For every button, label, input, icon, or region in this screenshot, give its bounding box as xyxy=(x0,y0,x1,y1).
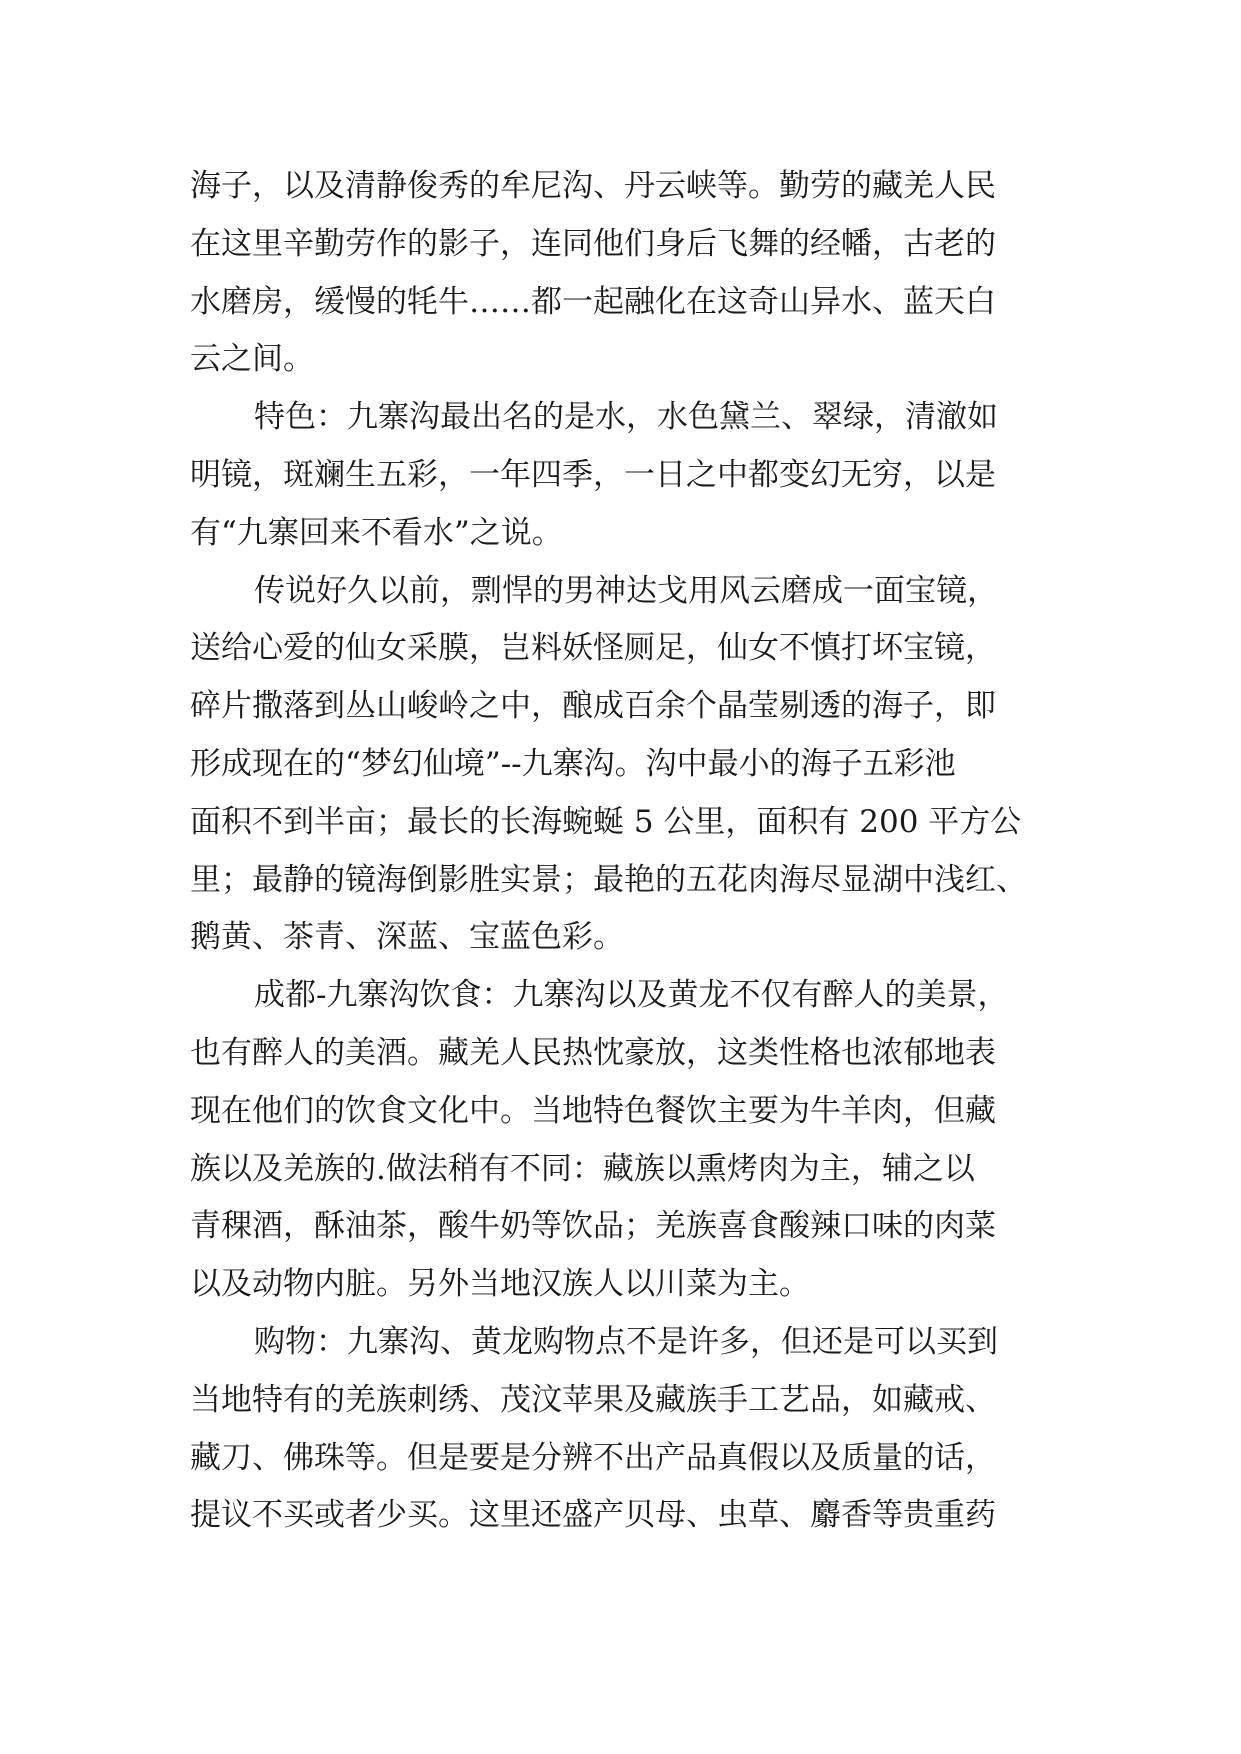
text-line: 形成现在的“梦幻仙境”--九寨沟。沟中最小的海子五彩池 xyxy=(190,745,956,782)
text-line: 提议不买或者少买。这里还盛产贝母、虫草、麝香等贵重药 xyxy=(190,1497,996,1534)
paragraph-start-line: 购物：九寨沟、黄龙购物点不是许多，但还是可以买到 xyxy=(254,1323,998,1360)
text-line: 以及动物内脏。另外当地汉族人以川菜为主。 xyxy=(190,1266,810,1303)
text-line: 里；最静的镜海倒影胜实景；最艳的五花肉海尽显湖中浅红、 xyxy=(190,861,1027,898)
text-line: 面积不到半亩；最长的长海蜿蜒 5 公里，面积有 200 平方公 xyxy=(190,803,1022,840)
paragraph-start-line: 成都-九寨沟饮食：九寨沟以及黄龙不仅有醉人的美景， xyxy=(254,977,1009,1014)
text-line: 族以及羌族的.做法稍有不同：藏族以熏烤肉为主，辅之以 xyxy=(190,1150,975,1187)
document-body xyxy=(190,158,1060,1545)
paragraph-start-line: 特色：九寨沟最出名的是水，水色黛兰、翠绿，清澈如 xyxy=(254,399,998,436)
text-line: 现在他们的饮食文化中。当地特色餐饮主要为牛羊肉，但藏 xyxy=(190,1092,996,1129)
text-line: 明镜，斑斓生五彩，一年四季，一日之中都变幻无穷，以是 xyxy=(190,456,996,493)
text-line: 碎片撒落到丛山峻岭之中，酿成百余个晶莹剔透的海子，即 xyxy=(190,688,996,725)
text-line: 藏刀、佛珠等。但是要是分辨不出产品真假以及质量的话， xyxy=(190,1439,996,1476)
text-line: 水磨房，缓慢的牦牛……都一起融化在这奇山异水、蓝天白 xyxy=(190,283,996,320)
text-line: 有“九寨回来不看水”之说。 xyxy=(190,514,563,551)
text-line: 在这里辛勤劳作的影子，连同他们身后飞舞的经幡，古老的 xyxy=(190,225,996,262)
text-line: 云之间。 xyxy=(190,341,314,378)
paragraph-start-line: 传说好久以前，剽悍的男神达戈用风云磨成一面宝镜， xyxy=(254,572,998,609)
text-line: 送给心爱的仙女采膜，岂料妖怪厕足，仙女不慎打坏宝镜， xyxy=(190,630,996,667)
text-line: 海子，以及清静俊秀的牟尼沟、丹云峡等。勤劳的藏羌人民 xyxy=(190,168,996,204)
text-line: 青稞酒，酥油茶，酸牛奶等饮品；羌族喜食酸辣口味的肉菜 xyxy=(190,1208,996,1245)
text-line: 当地特有的羌族刺绣、茂汶苹果及藏族手工艺品，如藏戒、 xyxy=(190,1381,996,1418)
text-line: 也有醉人的美酒。藏羌人民热忱豪放，这类性格也浓郁地表 xyxy=(190,1034,996,1071)
text-line: 鹅黄、茶青、深蓝、宝蓝色彩。 xyxy=(190,919,624,956)
